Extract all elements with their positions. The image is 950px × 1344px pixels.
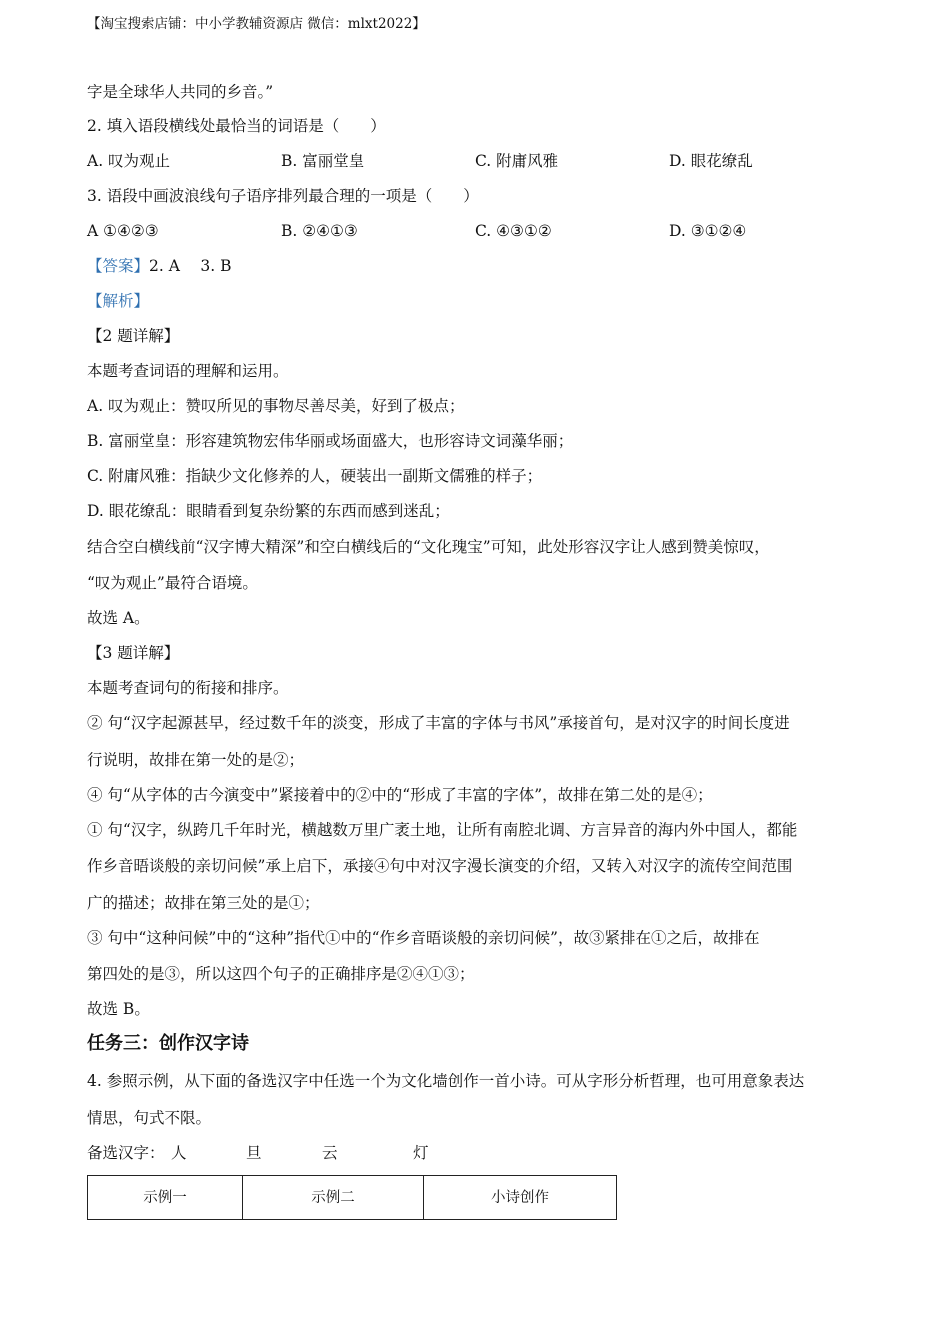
poem-table — [87, 1175, 617, 1220]
q2-option-c: C. 附庸风雅 — [475, 152, 559, 170]
q2-option-a: A. 叹为观止 — [87, 152, 171, 170]
question-3: 3. 语段中画波浪线句子语序排列最合理的一项是（ ） — [87, 187, 479, 205]
detail-3-point-2: ④ 句“从字体的古今演变中”紧接着中的②中的“形成了丰富的字体”，故排在第二处的是④； — [87, 786, 713, 804]
detail-3-point-1a: ② 句“汉字起源甚早，经过数千年的淡变，形成了丰富的字体与书风”承接首句，是对汉字的时间长度进 — [87, 714, 790, 732]
table-header-poem: 小诗创作 — [424, 1176, 617, 1220]
candidate-label: 备选汉字： — [87, 1144, 165, 1162]
q2-option-b: B. 富丽堂皇 — [281, 152, 365, 170]
task-3-heading: 任务三：创作汉字诗 — [87, 1033, 249, 1054]
detail-3-intro: 本题考查词句的衔接和排序。 — [87, 679, 289, 697]
detail-2-title: 【2 题详解】 — [87, 327, 180, 345]
detail-2-explain-1: 结合空白横线前“汉字博大精深”和空白横线后的“文化瑰宝”可知，此处形容汉字让人感到赞美惊叹， — [87, 538, 770, 556]
page-header: 【淘宝搜索店铺：中小学教辅资源店 微信：mlxt2022】 — [87, 16, 426, 32]
detail-2-option-a: A. 叹为观止：赞叹所见的事物尽善尽美，好到了极点； — [87, 397, 465, 415]
q3-option-b: B. ②④①③ — [281, 222, 358, 240]
detail-3-point-4b: 第四处的是③，所以这四个句子的正确排序是②④①③； — [87, 965, 475, 983]
detail-3-point-4a: ③ 句中“这种问候”中的“这种”指代①中的“作乡音晤谈般的亲切问候”，故③紧排在①之后，故排在 — [87, 929, 760, 947]
analysis-label: 【解析】 — [87, 292, 150, 310]
detail-3-pick: 故选 B。 — [87, 1000, 150, 1018]
detail-3-point-1b: 行说明，故排在第一处的是②； — [87, 751, 305, 769]
answer-text: 2. A 3. B — [149, 257, 232, 275]
candidate-char-dan: 旦 — [246, 1144, 262, 1162]
detail-3-point-3b: 作乡音晤谈般的亲切问候”承上启下，承接④句中对汉字漫长演变的介绍，又转入对汉字的流传空间范围 — [87, 857, 793, 875]
candidate-char-yun: 云 — [322, 1144, 338, 1162]
table-header-example-1: 示例一 — [88, 1176, 243, 1220]
detail-3-title: 【3 题详解】 — [87, 644, 180, 662]
question-4-line-1: 4. 参照示例，从下面的备选汉字中任选一个为文化墙创作一首小诗。可从字形分析哲理，也可用意象表达 — [87, 1072, 805, 1090]
candidate-char-ren: 人 — [171, 1144, 187, 1162]
detail-2-explain-2: “叹为观止”最符合语境。 — [87, 574, 258, 592]
candidate-char-deng: 灯 — [413, 1144, 429, 1162]
detail-2-option-c: C. 附庸风雅：指缺少文化修养的人，硬装出一副斯文儒雅的样子； — [87, 467, 543, 485]
q3-option-d: D. ③①②④ — [669, 222, 747, 240]
q3-option-a: A ①④②③ — [87, 222, 159, 240]
q3-option-c: C. ④③①② — [475, 222, 552, 240]
question-4-line-2: 情思，句式不限。 — [87, 1109, 212, 1127]
table-header-example-2: 示例二 — [243, 1176, 424, 1220]
answer-label: 【答案】 — [87, 257, 150, 275]
detail-3-point-3a: ① 句“汉字，纵跨几千年时光，横越数万里广袤土地，让所有南腔北调、方言异音的海内外中国人，都能 — [87, 821, 798, 839]
detail-2-option-b: B. 富丽堂皇：形容建筑物宏伟华丽或场面盛大，也形容诗文词藻华丽； — [87, 432, 574, 450]
passage-tail: 字是全球华人共同的乡音。” — [87, 83, 274, 101]
detail-2-option-d: D. 眼花缭乱：眼睛看到复杂纷繁的东西而感到迷乱； — [87, 502, 450, 520]
detail-3-point-3c: 广的描述；故排在第三处的是①； — [87, 894, 320, 912]
question-2: 2. 填入语段横线处最恰当的词语是（ ） — [87, 117, 386, 135]
detail-2-intro: 本题考查词语的理解和运用。 — [87, 362, 289, 380]
table-row — [88, 1176, 617, 1220]
detail-2-pick: 故选 A。 — [87, 609, 150, 627]
q2-option-d: D. 眼花缭乱 — [669, 152, 753, 170]
answer-line — [87, 256, 231, 276]
